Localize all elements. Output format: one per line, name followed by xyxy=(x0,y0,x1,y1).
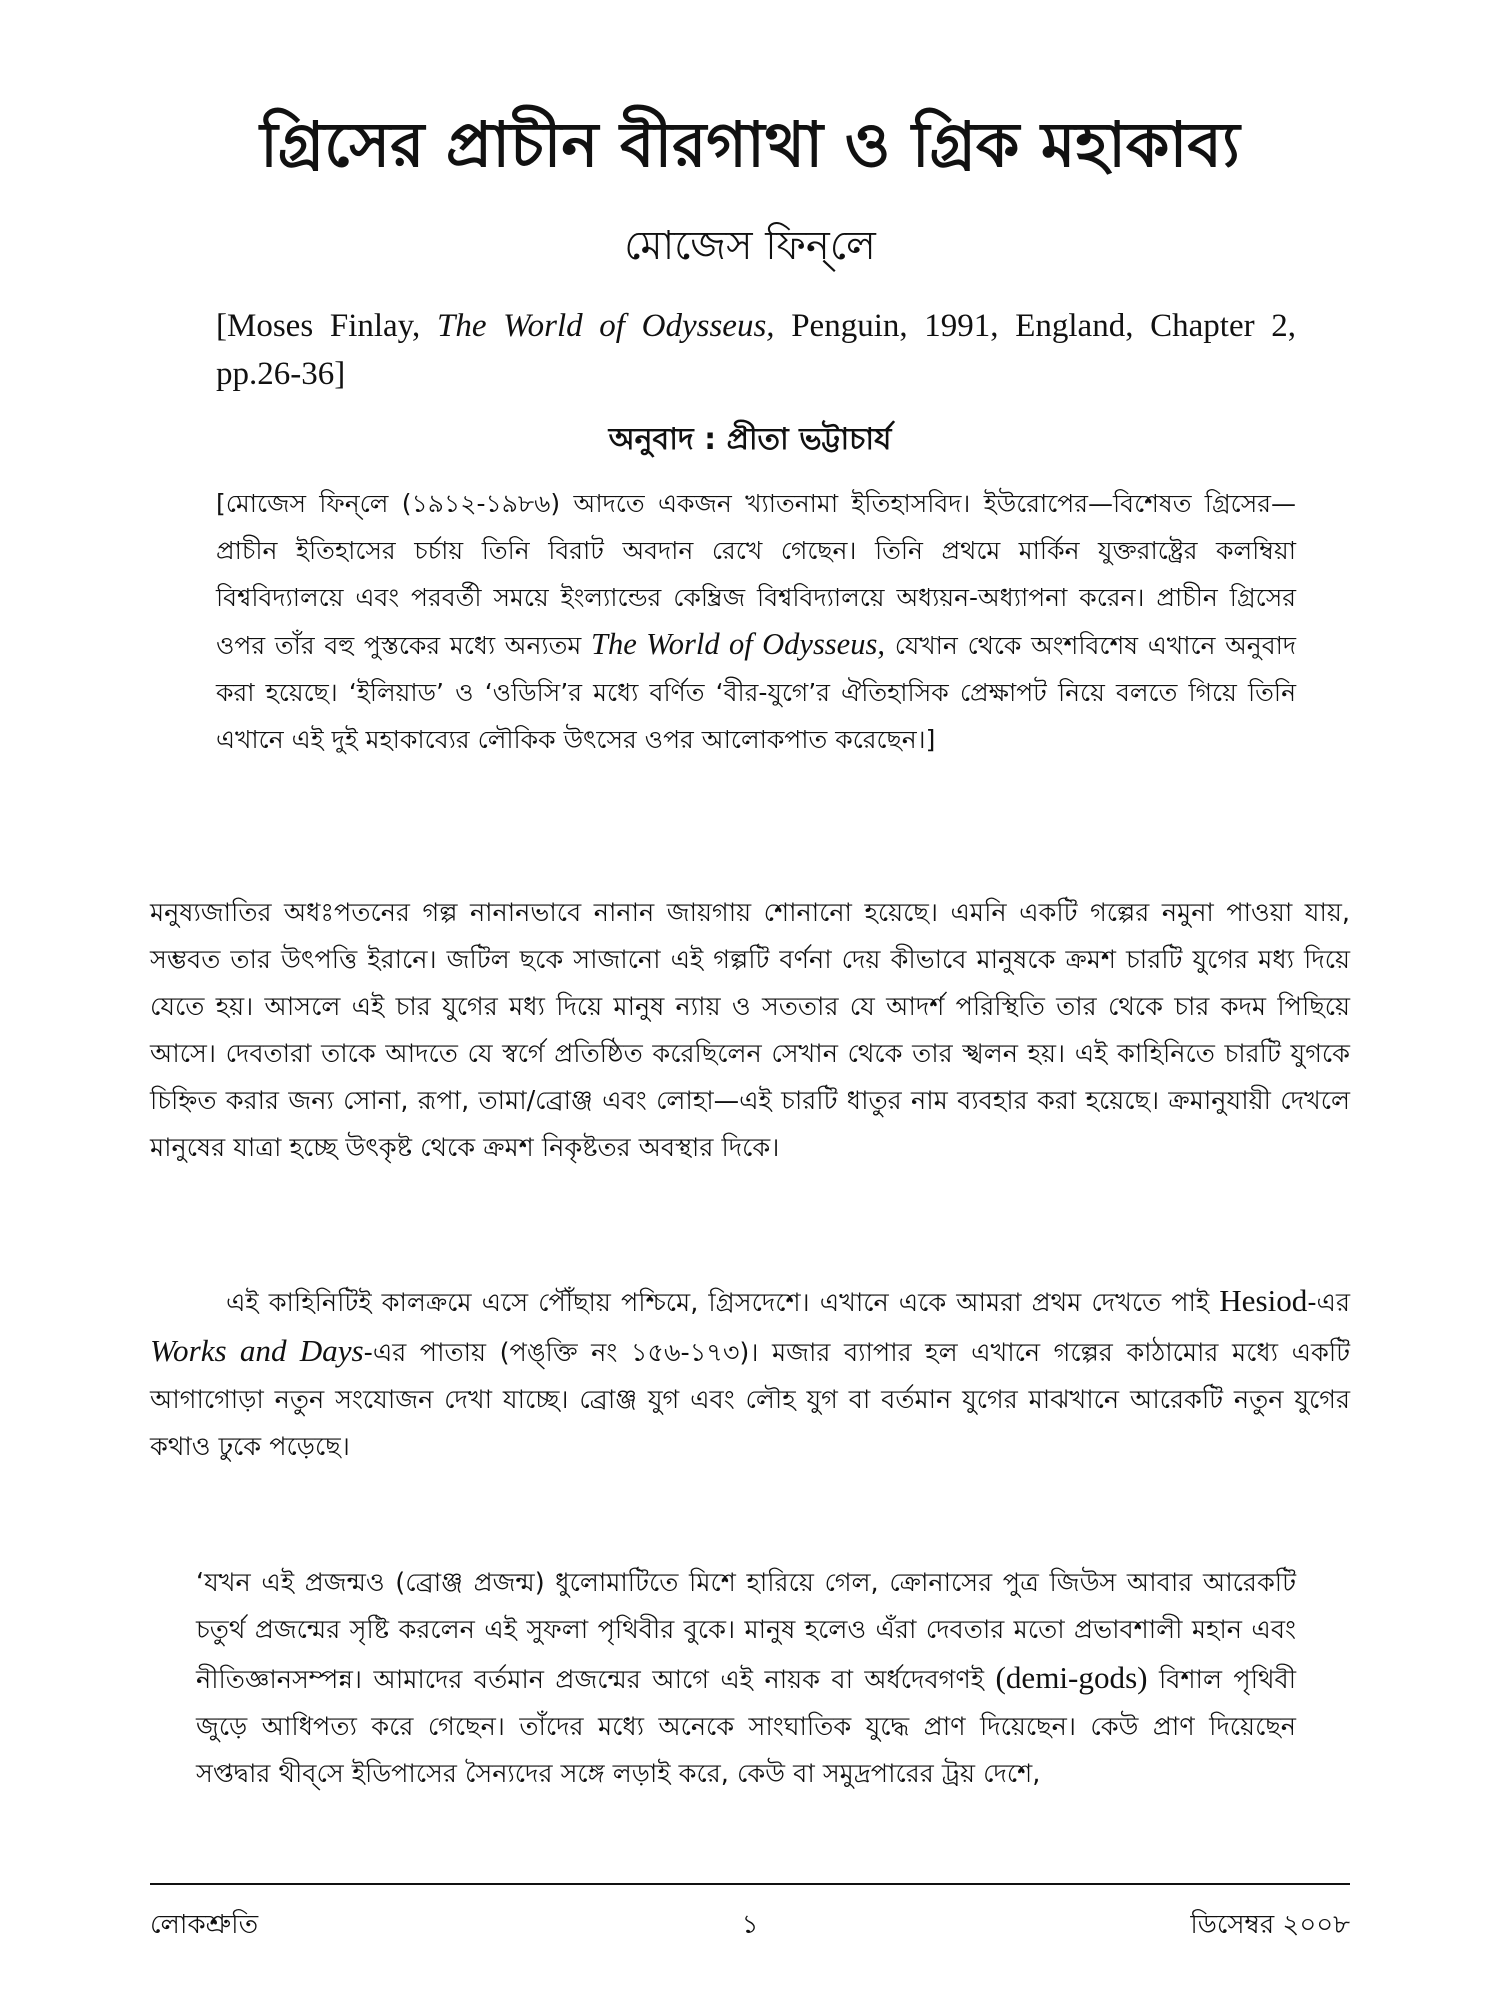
citation-details: Penguin, 1991, England, Chapter 2, pp.26-36] xyxy=(216,308,1297,392)
intro-book-title: The World of Odysseus, xyxy=(591,627,885,661)
footer-divider xyxy=(150,1883,1350,1885)
page-title: গ্রিসের প্রাচীন বীরগাথা ও গ্রিক মহাকাব্য xyxy=(260,108,1240,181)
footer-issue-date: ডিসেম্বর ২০০৮ xyxy=(1190,1910,1350,1940)
intro-text-after: যেখান থেকে অংশবিশেষ এখানে অনুবাদ করা হয়েছে। ‘ইলিয়াড’ ও ‘ওডিসি’র মধ্যে বর্ণিত ‘বীর-যুগে’র ঐতিহাসিক প্রেক্ষাপট নিয়ে বলতে গিয়ে তিনি এখানে এই দুই মহাকাব্যের লৌকিক উৎসের ওপর আলোকপাত করেছেন।] xyxy=(216,631,1297,754)
footer-page-number: ১ xyxy=(741,1910,759,1940)
citation-book-title: The World of Odysseus, xyxy=(436,308,775,344)
works-and-days-title: Works and Days xyxy=(150,1333,364,1368)
body-paragraph-1: মনুষ্যজাতির অধঃপতনের গল্প নানানভাবে নানান জায়গায় শোনানো হয়েছে। এমনি একটি গল্পের নমুনা পাওয়া যায়, সম্ভবত তার উৎপত্তি ইরানে। জটিল ছকে সাজানো এই গল্পটি বর্ণনা দেয় কীভাবে মানুষকে ক্রমশ চারটি যুগের মধ্য দিয়ে যেতে হয়। আসলে এই চার যুগের মধ্য দিয়ে মানুষ ন্যায় ও সততার যে আদর্শ পরিস্থিতি তার থেকে চার কদম পিছিয়ে আসে। দেবতারা তাকে আদতে যে স্বর্গে প্রতিষ্ঠিত করেছিলেন সেখান থেকে তার স্খলন হয়। এই কাহিনিতে চারটি যুগকে চিহ্নিত করার জন্য সোনা, রূপা, তামা/ব্রোঞ্জ এবং লোহা—এই চারটি ধাতুর নাম ব্যবহার করা হয়েছে। ক্রমানুযায়ী দেখলে মানুষের যাত্রা হচ্ছে উৎকৃষ্ট থেকে ক্রমশ নিকৃষ্টতর অবস্থার দিকে। xyxy=(150,898,1350,1163)
source-citation xyxy=(216,302,1296,398)
hesiod-name: Hesiod xyxy=(1219,1283,1308,1318)
paragraph-2-text-a: এই কাহিনিটিই কালক্রমে এসে পৌঁছায় পশ্চিমে, গ্রিসদেশে। এখানে একে আমরা প্রথম দেখতে পাই xyxy=(226,1288,1220,1318)
block-quote xyxy=(196,1560,1296,1798)
translator-credit: অনুবাদ : প্রীতা ভট্টাচার্য xyxy=(608,422,892,457)
quote-text-a: ‘যখন এই প্রজন্মও (ব্রোঞ্জ প্রজন্ম) ধুলোমাটিতে মিশে হারিয়ে গেল, ক্রোনাসের পুত্র জিউস আবার আরেকটি চতুর্থ প্রজন্মের সৃষ্টি করলেন এই সুফলা পৃথিবীর বুকে। মানুষ হলেও এঁরা দেবতার মতো প্রভাবশালী মহান এবং নীতিজ্ঞানসম্পন্ন। আমাদের বর্তমান প্রজন্মের আগে এই নায়ক বা অর্ধদেবগণই xyxy=(196,1568,1296,1695)
paragraph-2-text-c: -এর পাতায় (পঙ্‌ক্তি নং ১৫৬-১৭৩)। মজার ব্যাপার হল এখানে গল্পের কাঠামোর মধ্যে একটি আগাগোড়া নতুন সংযোজন দেখা যাচ্ছে। ব্রোঞ্জ যুগ এবং লৌহ যুগ বা বর্তমান যুগের মাঝখানে আরেকটি নতুন যুগের কথাও ঢুকে পড়েছে। xyxy=(150,1338,1351,1462)
footer-journal-name: লোকশ্রুতি xyxy=(150,1910,259,1940)
quote-text-b: বিশাল পৃথিবী জুড়ে আধিপত্য করে গেছেন। তাঁদের মধ্যে অনেকে সাংঘাতিক যুদ্ধে প্রাণ দিয়েছেন। কেউ প্রাণ দিয়েছেন সপ্তদ্বার থীব্‌সে ইডিপাসের সৈন্যদের সঙ্গে লড়াই করে, কেউ বা সমুদ্রপারের ট্রয় দেশে, xyxy=(196,1665,1296,1789)
body-paragraph-2 xyxy=(150,1277,1350,1471)
paragraph-2-text-b: -এর xyxy=(1307,1288,1350,1318)
author-name: মোজেস ফিন্‌লে xyxy=(624,223,876,269)
demi-gods-term: (demi-gods) xyxy=(995,1660,1148,1695)
editorial-introduction xyxy=(216,480,1296,763)
citation-prefix: [Moses Finlay, xyxy=(216,308,437,344)
intro-text-before: [মোজেস ফিন্‌লে (১৯১২-১৯৮৬) আদতে একজন খ্যাতনামা ইতিহাসবিদ। ইউরোপের—বিশেষত গ্রিসের—প্রাচীন ইতিহাসের চর্চায় তিনি বিরাট অবদান রেখে গেছেন। তিনি প্রথমে মার্কিন যুক্তরাষ্ট্রের কলম্বিয়া বিশ্ববিদ্যালয়ে এবং পরবর্তী সময়ে ইংল্যান্ডের কেম্ব্রিজ বিশ্ববিদ্যালয়ে অধ্যয়ন-অধ্যাপনা করেন। প্রাচীন গ্রিসের ওপর তাঁর বহু পুস্তকের মধ্যে অন্যতম xyxy=(216,489,1296,660)
